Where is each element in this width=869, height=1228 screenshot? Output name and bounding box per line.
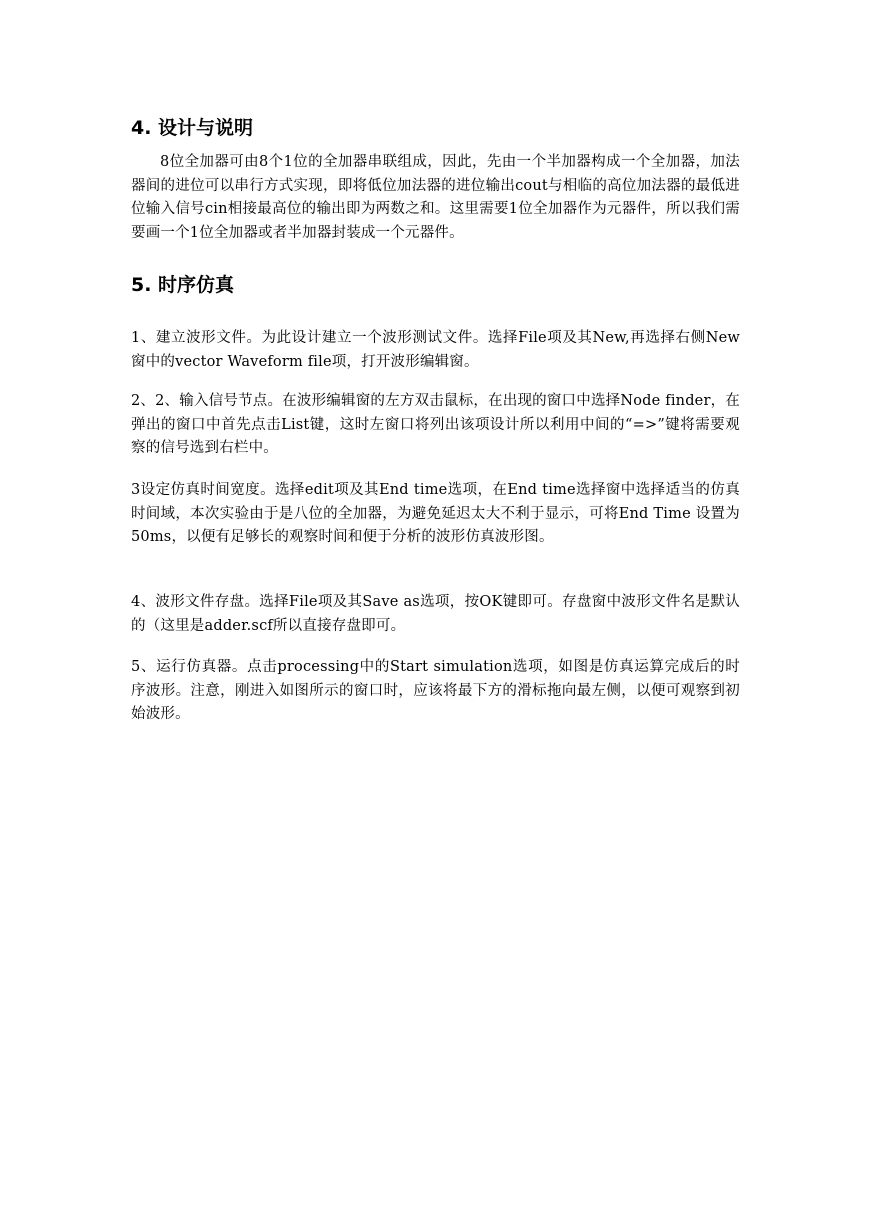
step-5-paragraph: 5、运行仿真器。点击processing中的Start simulation选项，如图是仿真运算完成后的时序波形。注意，刚进入如图所示的窗口时，应该将最下方的滑标拖向最左侧，以便可观察到初始波形。 [131,659,740,722]
step-2-paragraph: 2、2、输入信号节点。在波形编辑窗的左方双击鼠标，在出现的窗口中选择Node finder，在弹出的窗口中首先点击List键，这时左窗口将列出该项设计所以利用中间的“=>”键将需要观察的信号选到右栏中。 [131,393,740,456]
section-4-heading: 4. 设计与说明 [131,117,254,139]
step-3-paragraph: 3设定仿真时间宽度。选择edit项及其End time选项，在End time选择窗中选择适当的仿真时间域，本次实验由于是八位的全加器，为避免延迟太大不利于显示，可将End Time 设置为50ms，以便有足够长的观察时间和便于分析的波形仿真波形图。 [131,482,740,545]
section-5-heading: 5. 时序仿真 [131,274,235,296]
step-1-paragraph: 1、建立波形文件。为此设计建立一个波形测试文件。选择File项及其New,再选择右侧New窗中的vector Waveform file项，打开波形编辑窗。 [131,330,740,370]
section-4-body: 8位全加器可由8个1位的全加器串联组成，因此，先由一个半加器构成一个全加器，加法器间的进位可以串行方式实现，即将低位加法器的进位输出cout与相临的高位加法器的最低进位输入信号cin相接最高位的输出即为两数之和。这里需要1位全加器作为元器件，所以我们需要画一个1位全加器或者半加器封装成一个元器件。 [131,154,740,241]
step-4-paragraph: 4、波形文件存盘。选择File项及其Save as选项，按OK键即可。存盘窗中波形文件名是默认的（这里是adder.scf所以直接存盘即可。 [131,594,740,634]
